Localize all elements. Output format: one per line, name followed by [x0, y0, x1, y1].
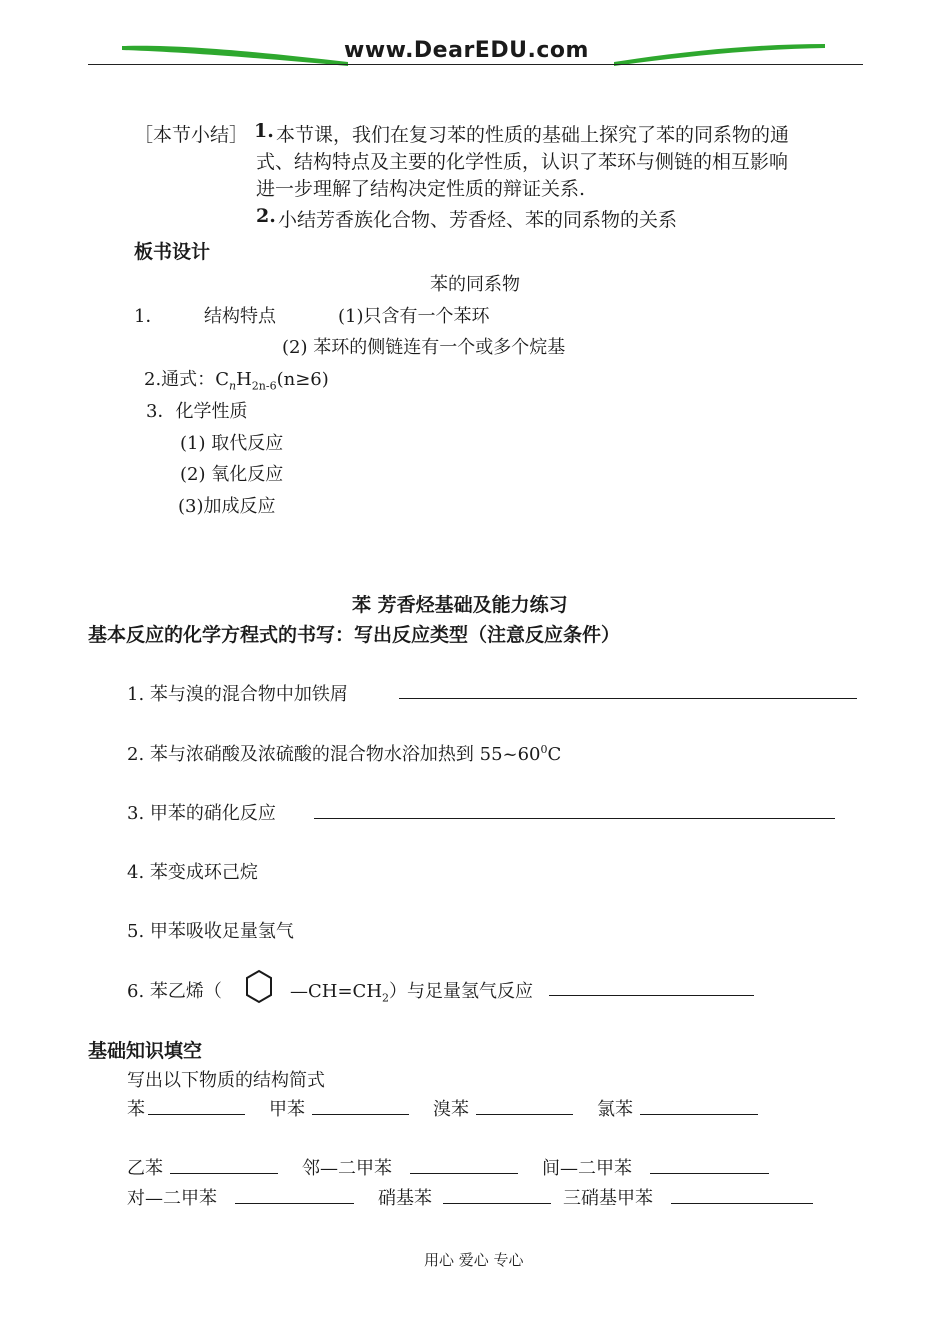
fill-blank-m-xylene[interactable]: [650, 1173, 769, 1174]
fill-blank-o-xylene[interactable]: [410, 1173, 518, 1174]
fill-label-chlorobenzene: 氯苯: [597, 1099, 633, 1120]
fill-blank-toluene[interactable]: [312, 1114, 409, 1115]
fill-label-p-xylene: 对—二甲苯: [127, 1188, 217, 1209]
fill-label-o-xylene: 邻—二甲苯: [302, 1158, 392, 1179]
summary-point1-line2: 式、结构特点及主要的化学性质，认识了苯环与侧链的相互影响: [256, 151, 789, 173]
formula-subscript: 2n-6: [251, 379, 277, 393]
fill-blank-chlorobenzene[interactable]: [640, 1114, 758, 1115]
answer-blank-3[interactable]: [314, 818, 835, 819]
board-item3-sub1: (1) 取代反应: [180, 433, 284, 454]
summary-point2-number: 2.: [256, 205, 276, 227]
formula-n: n: [228, 379, 237, 393]
summary-point1-line3: 进一步理解了结构决定性质的辩证关系.: [256, 178, 586, 200]
fill-blank-p-xylene[interactable]: [235, 1203, 354, 1204]
exercise-title: 苯 芳香烃基础及能力练习: [352, 594, 568, 616]
fill-blank-bromobenzene[interactable]: [476, 1114, 573, 1115]
fill-label-benzene: 苯: [127, 1099, 145, 1120]
question-4: 4. 苯变成环己烷: [127, 862, 258, 883]
question-6-suffix: ）与足量氢气反应: [389, 981, 534, 1002]
header-swoosh-left: [120, 40, 350, 66]
fill-label-trinitrotoluene: 三硝基甲苯: [563, 1188, 653, 1209]
fill-label-m-xylene: 间—二甲苯: [542, 1158, 632, 1179]
question-2-degree: 0: [540, 743, 548, 756]
board-item1-label: 结构特点: [204, 306, 276, 327]
question-2: [127, 740, 561, 766]
exercise-subtitle: 基本反应的化学方程式的书写：写出反应类型（注意反应条件）: [88, 624, 621, 646]
header-swoosh-right: [612, 38, 827, 66]
header-rule: [88, 64, 863, 65]
board-item1-number: 1．: [134, 306, 164, 327]
formula-condition: (n≥6): [276, 369, 329, 390]
question-2-unit: C: [547, 744, 562, 765]
board-title: 苯的同系物: [430, 274, 520, 295]
benzene-ring-icon: [244, 968, 274, 1006]
question-5: 5. 甲苯吸收足量氢气: [127, 921, 294, 942]
page-footer: 用心 爱心 专心: [424, 1251, 524, 1269]
fill-label-nitrobenzene: 硝基苯: [378, 1188, 432, 1209]
fill-instruction: 写出以下物质的结构简式: [127, 1070, 325, 1091]
fill-label-bromobenzene: 溴苯: [433, 1099, 469, 1120]
question-6-prefix: 6. 苯乙烯（: [127, 981, 222, 1002]
formula-h: H: [236, 369, 252, 390]
board-item2-prefix: 2.通式：: [144, 369, 216, 390]
fill-heading: 基础知识填空: [88, 1040, 203, 1062]
question-6-chain: [290, 977, 533, 1005]
board-item1-sub1: (1)只含有一个苯环: [338, 306, 490, 327]
board-item2-formula: [144, 365, 329, 393]
answer-blank-6[interactable]: [549, 995, 754, 996]
fill-blank-ethylbenzene[interactable]: [170, 1173, 278, 1174]
summary-tag: ［本节小结］: [134, 124, 249, 146]
question-2-text: 2. 苯与浓硝酸及浓硫酸的混合物水浴加热到 55~60: [127, 744, 541, 765]
fill-blank-benzene[interactable]: [148, 1114, 245, 1115]
summary-point1-number: 1.: [254, 120, 274, 142]
fill-label-toluene: 甲苯: [269, 1099, 305, 1120]
question-6-chain-sub: 2: [382, 991, 390, 1005]
board-item3-sub3: (3)加成反应: [178, 496, 276, 517]
question-3: 3. 甲苯的硝化反应: [127, 803, 276, 824]
board-item1-sub2: (2) 苯环的侧链连有一个或多个烷基: [282, 337, 566, 358]
board-item3: 3．化学性质: [146, 401, 248, 422]
summary-point2-text: 小结芳香族化合物、芳香烃、苯的同系物的关系: [278, 209, 678, 231]
board-item3-sub2: (2) 氧化反应: [180, 464, 284, 485]
fill-blank-trinitrotoluene[interactable]: [671, 1203, 813, 1204]
board-heading: 板书设计: [134, 241, 211, 263]
answer-blank-1[interactable]: [399, 698, 857, 699]
fill-blank-nitrobenzene[interactable]: [443, 1203, 551, 1204]
question-6-chain-text: —CH=CH: [290, 981, 383, 1002]
question-1: 1. 苯与溴的混合物中加铁屑: [127, 684, 348, 705]
summary-point1-line1: 本节课，我们在复习苯的性质的基础上探究了苯的同系物的通: [276, 124, 790, 146]
header-logo-text: www.DearEDU.com: [344, 38, 589, 63]
fill-label-ethylbenzene: 乙苯: [127, 1158, 163, 1179]
formula-c: C: [215, 369, 229, 390]
